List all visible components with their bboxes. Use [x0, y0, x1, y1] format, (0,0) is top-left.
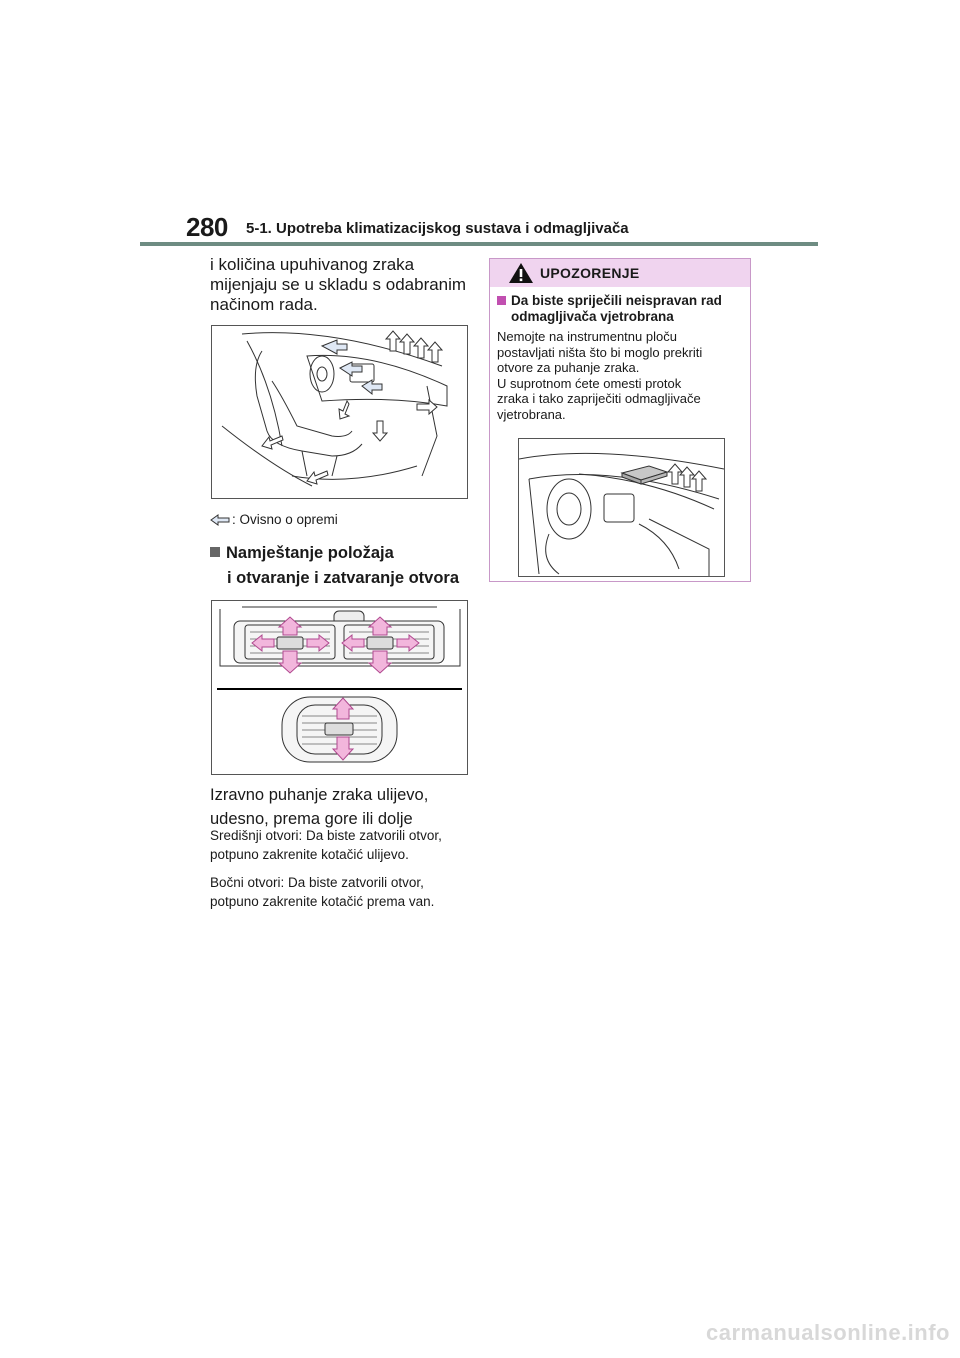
legend-text: : Ovisno o opremi: [232, 512, 338, 527]
side-vents-note: [210, 873, 480, 911]
intro-paragraph: [210, 255, 480, 315]
warning-header: [490, 259, 750, 287]
center-vents-note: [210, 826, 480, 864]
warning-subhead-line: Da biste spriječili neispravan rad: [511, 293, 722, 308]
body-line: udesno, prema gore ili dolje: [210, 810, 413, 828]
vents-illustration: [211, 600, 468, 775]
intro-line: načinom rada.: [210, 295, 318, 314]
warning-title: UPOZORENJE: [540, 265, 640, 281]
header-rule: [140, 242, 818, 246]
warning-text-line: vjetrobrana.: [497, 406, 566, 422]
legend: [210, 512, 338, 527]
note-line: Središnji otvori: Da biste zatvorili otvor,: [210, 828, 442, 843]
warning-text-line: otvore za puhanje zraka.: [497, 360, 640, 375]
subsection-heading: [210, 541, 459, 591]
cabin-airflow-illustration: [211, 325, 468, 499]
section-title: 5-1. Upotreba klimatizacijskog sustava i odmagljivača: [246, 220, 629, 237]
footer-watermark: carmanualsonline.info: [706, 1320, 950, 1345]
intro-line: i količina upuhivanog zraka: [210, 255, 415, 274]
note-line: potpuno zakrenite kotačić ulijevo.: [210, 847, 409, 862]
warning-text-line: Nemojte na instrumentnu ploču: [497, 329, 677, 344]
heading-square-icon: [497, 296, 506, 305]
body-paragraph: [210, 783, 480, 831]
warning-text-line: U suprotnom ćete omesti protok: [497, 375, 682, 391]
warning-box: [489, 258, 751, 582]
page-number: 280: [186, 212, 228, 242]
warning-subheading: [497, 293, 747, 325]
warning-subhead-line: odmagljivača vjetrobrana: [511, 309, 674, 324]
warning-text: [497, 329, 747, 422]
subhead-line: Namještanje položaja: [226, 544, 394, 562]
warning-text-line: zraka i tako zapriječiti odmagljivače: [497, 391, 701, 406]
warning-triangle-icon: [508, 262, 534, 284]
warning-text-line: postavljati ništa što bi moglo prekriti: [497, 344, 703, 360]
heading-square-icon: [210, 547, 220, 557]
body-line: Izravno puhanje zraka ulijevo,: [210, 786, 429, 804]
dashboard-object-warning-illustration: [518, 438, 725, 577]
note-line: potpuno zakrenite kotačić prema van.: [210, 894, 435, 909]
subhead-line: i otvaranje i zatvaranje otvora: [227, 569, 460, 587]
optional-equipment-arrow-icon: [210, 514, 230, 526]
note-line: Bočni otvori: Da biste zatvorili otvor,: [210, 875, 424, 890]
intro-line: mijenjaju se u skladu s odabranim: [210, 275, 467, 294]
